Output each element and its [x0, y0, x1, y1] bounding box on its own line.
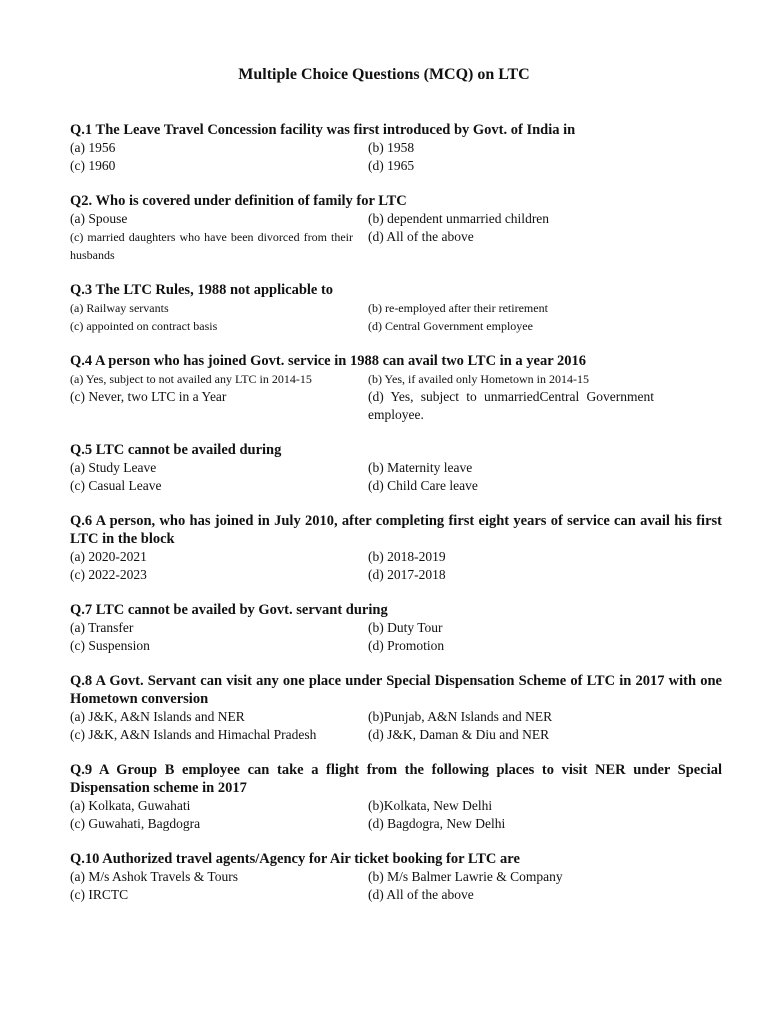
question-2	[70, 192, 722, 264]
option-c: (c) IRCTC	[70, 887, 129, 902]
option-d: (d) Bagdogra, New Delhi	[368, 816, 506, 831]
question-6	[70, 512, 722, 584]
option-c: (c) 1960	[70, 158, 116, 173]
option-c: (c) Casual Leave	[70, 478, 162, 493]
option-d: (d) Promotion	[368, 638, 445, 653]
option-row	[70, 228, 722, 264]
question-8	[70, 672, 722, 744]
option-b: (b) Maternity leave	[368, 460, 473, 475]
option-row	[70, 388, 722, 424]
option-d: (d) 1965	[368, 158, 415, 173]
question-text: Q.7 LTC cannot be availed by Govt. servant during	[70, 602, 388, 618]
option-a: (a) 1956	[70, 140, 116, 155]
question-text: Q.1 The Leave Travel Concession facility was first introduced by Govt. of India in	[70, 122, 576, 138]
option-a: (a) J&K, A&N Islands and NER	[70, 709, 245, 724]
option-row	[70, 708, 722, 726]
question-3	[70, 281, 722, 335]
question-5	[70, 441, 722, 495]
option-row	[70, 477, 722, 495]
question-list	[70, 121, 722, 921]
option-c: (c) Suspension	[70, 638, 150, 653]
option-c: (c) Never, two LTC in a Year	[70, 389, 227, 404]
option-row	[70, 459, 722, 477]
option-a: (a) Yes, subject to not availed any LTC in 2014-15	[70, 372, 312, 386]
question-text: Q.5 LTC cannot be availed during	[70, 442, 282, 458]
option-d: (d) J&K, Daman & Diu and NER	[368, 727, 550, 742]
question-4	[70, 352, 722, 424]
option-c: (c) J&K, A&N Islands and Himachal Pradesh	[70, 727, 317, 742]
option-a: (a) Kolkata, Guwahati	[70, 798, 191, 813]
option-row	[70, 886, 722, 904]
option-row	[70, 548, 722, 566]
option-b: (b) 1958	[368, 140, 415, 155]
option-d: (d) All of the above	[368, 887, 474, 902]
question-text: Q.6 A person, who has joined in July 2010, after completing first eight years of service can avail his first LTC in the block	[70, 513, 722, 547]
option-row	[70, 868, 722, 886]
option-b: (b) M/s Balmer Lawrie & Company	[368, 869, 563, 884]
option-b: (b) 2018-2019	[368, 549, 446, 564]
question-text: Q.10 Authorized travel agents/Agency for Air ticket booking for LTC are	[70, 851, 520, 867]
option-row	[70, 139, 722, 157]
option-b: (b)Kolkata, New Delhi	[368, 798, 493, 813]
question-text: Q.9 A Group B employee can take a flight from the following places to visit NER under Special Dispensation scheme in 2017	[70, 762, 722, 796]
option-row	[70, 370, 722, 388]
option-c: (c) married daughters who have been divorced from their husbands	[70, 230, 353, 262]
option-a: (a) 2020-2021	[70, 549, 147, 564]
page-title: Multiple Choice Questions (MCQ) on LTC	[238, 66, 530, 83]
option-b: (b) dependent unmarried children	[368, 211, 550, 226]
option-row	[70, 317, 722, 335]
option-b: (b) Yes, if availed only Hometown in 2014-15	[368, 372, 589, 386]
question-text: Q2. Who is covered under definition of family for LTC	[70, 193, 407, 209]
option-b: (b) re-employed after their retirement	[368, 301, 548, 315]
option-d: (d) Yes, subject to unmarriedCentral Government employee.	[368, 389, 654, 422]
option-c: (c) Guwahati, Bagdogra	[70, 816, 201, 831]
question-7	[70, 601, 722, 655]
option-row	[70, 726, 722, 744]
option-row	[70, 157, 722, 175]
option-a: (a) M/s Ashok Travels & Tours	[70, 869, 238, 884]
option-row	[70, 566, 722, 584]
option-d: (d) Central Government employee	[368, 319, 533, 333]
option-row	[70, 637, 722, 655]
option-row	[70, 299, 722, 317]
option-a: (a) Study Leave	[70, 460, 157, 475]
option-b: (b) Duty Tour	[368, 620, 443, 635]
option-d: (d) Child Care leave	[368, 478, 478, 493]
option-d: (d) 2017-2018	[368, 567, 446, 582]
option-c: (c) appointed on contract basis	[70, 319, 218, 333]
question-9	[70, 761, 722, 833]
option-a: (a) Railway servants	[70, 301, 169, 315]
option-row	[70, 210, 722, 228]
option-b: (b)Punjab, A&N Islands and NER	[368, 709, 553, 724]
question-10	[70, 850, 722, 904]
option-c: (c) 2022-2023	[70, 567, 147, 582]
question-text: Q.3 The LTC Rules, 1988 not applicable to	[70, 282, 334, 298]
question-text: Q.8 A Govt. Servant can visit any one place under Special Dispensation Scheme of LTC in 2017 with one Hometown conversion	[70, 673, 722, 707]
option-row	[70, 619, 722, 637]
question-1	[70, 121, 722, 175]
question-text: Q.4 A person who has joined Govt. service in 1988 can avail two LTC in a year 2016	[70, 353, 586, 369]
option-row	[70, 815, 722, 833]
option-a: (a) Spouse	[70, 211, 128, 226]
option-a: (a) Transfer	[70, 620, 134, 635]
option-row	[70, 797, 722, 815]
option-d: (d) All of the above	[368, 229, 474, 244]
